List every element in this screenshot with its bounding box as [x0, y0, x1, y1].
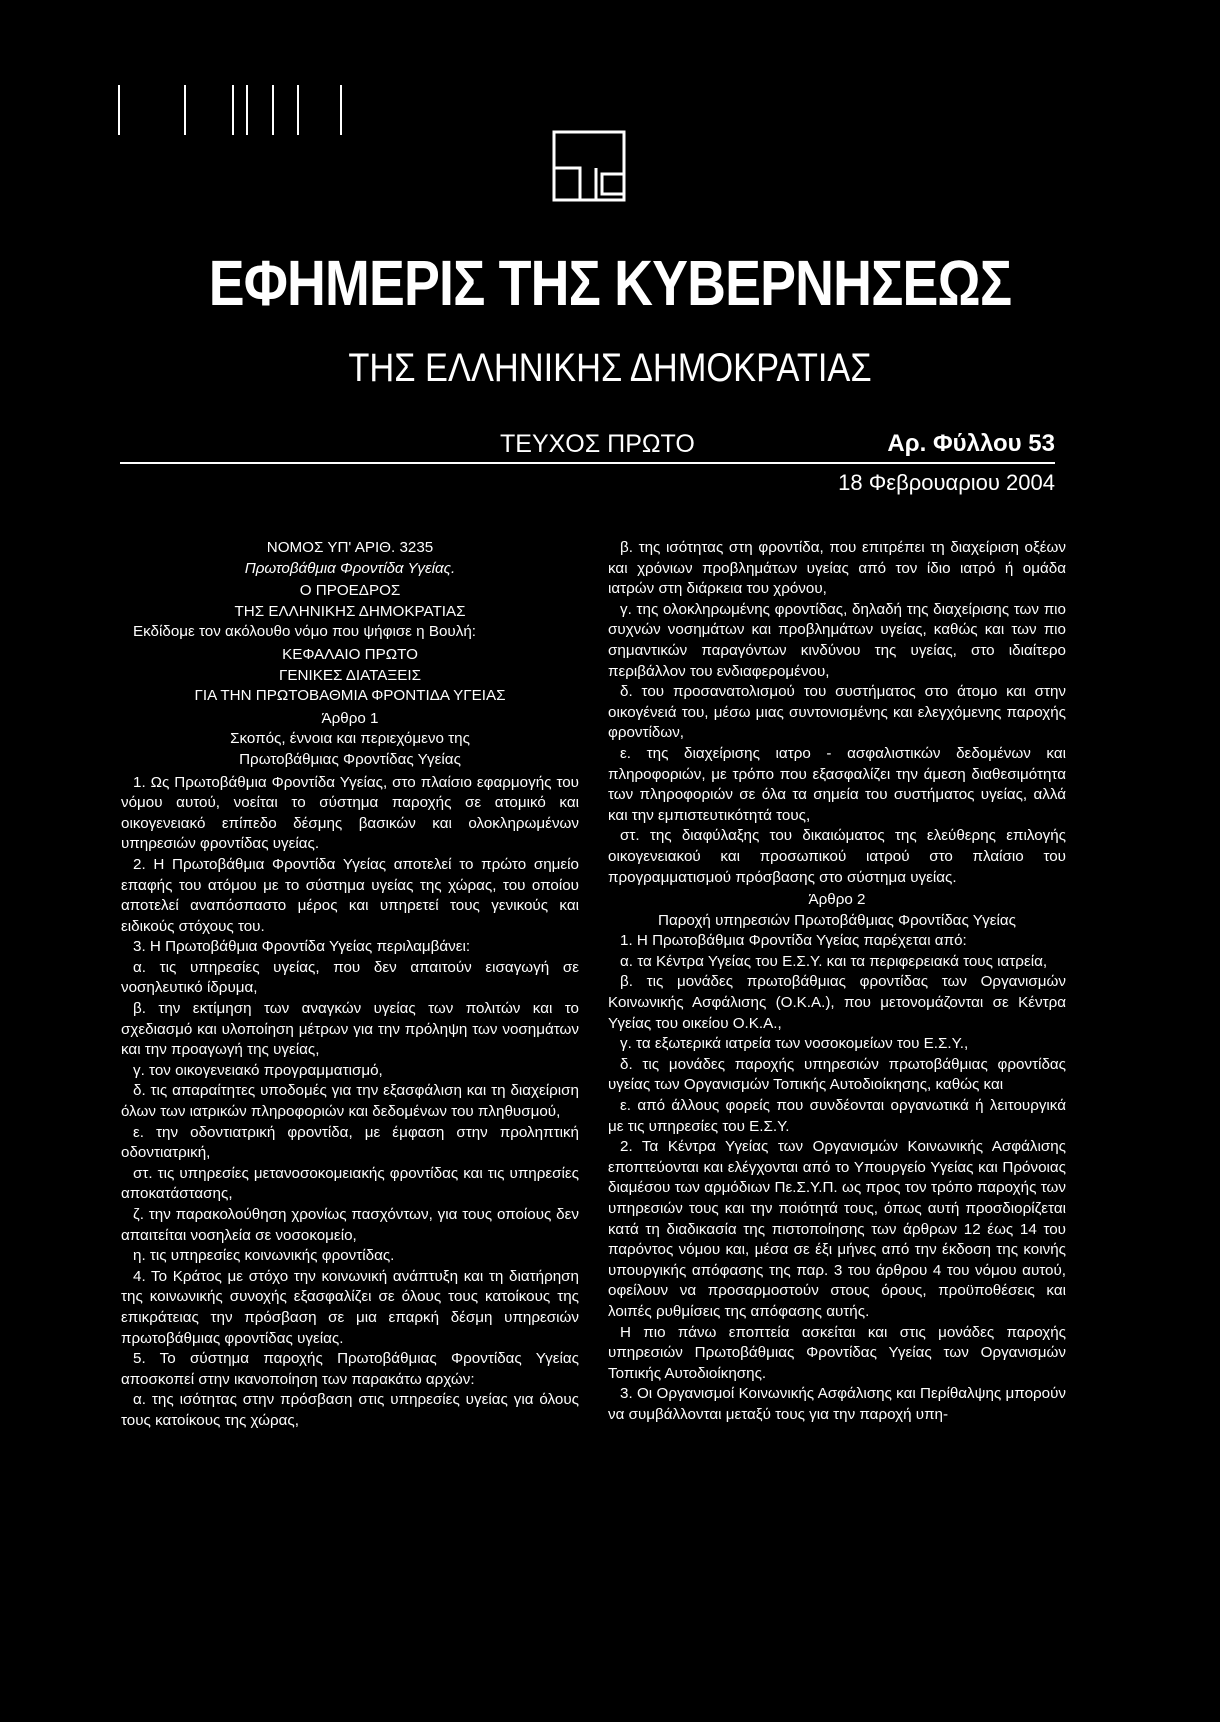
paragraph: δ. τις μονάδες παροχής υπηρεσιών πρωτοβάθμιας φροντίδας υγείας των Οργανισμών Τοπικής Αυτοδιοίκησης, καθώς και: [608, 1055, 1066, 1094]
president-heading-2: ΤΗΣ ΕΛΛΗΝΙΚΗΣ ΔΗΜΟΚΡΑΤΙΑΣ: [234, 602, 466, 620]
law-number: ΝΟΜΟΣ ΥΠ' ΑΡΙΘ. 3235: [266, 539, 434, 556]
paragraph: 3. Η Πρωτοβάθμια Φροντίδα Υγείας περιλαμβάνει:: [133, 938, 471, 956]
left-column: [121, 538, 579, 1432]
gazette-title: ΕΦΗΜΕΡΙΣ ΤΗΣ ΚΥΒΕΡΝΗΣΕΩΣ: [208, 247, 1012, 319]
article-1-subtitle-2: Πρωτοβάθμιας Φροντίδας Υγείας: [239, 750, 461, 768]
paragraph: β. τις μονάδες πρωτοβάθμιας φροντίδας των Οργανισμών Κοινωνικής Ασφάλισης (Ο.Κ.Α.), που μετονομάζονται σε Κέντρα Υγείας του οικείου Ο.Κ.Α.,: [608, 973, 1066, 1032]
paragraph: ε. της διαχείρισης ιατρο - ασφαλιστικών δεδομένων και πληροφοριών, με τρόπο που εξασφαλίζει την άμεση διαθεσιμότητα των πληροφοριών σε όλα τα σημεία του συστήματος υγείας, αλλά και την εμπιστευτικότητά τους,: [608, 744, 1066, 824]
article-2-subtitle: Παροχή υπηρεσιών Πρωτοβάθμιας Φροντίδας Υγείας: [658, 911, 1016, 929]
paragraph: 2. Τα Κέντρα Υγείας των Οργανισμών Κοινωνικής Ασφάλισης εποπτεύονται και ελέγχονται από το Υπουργείο Υγείας και Πρόνοιας διαμέσου των αρμόδιων Πε.Σ.Υ.Π. ως προς τον τρόπο παροχής των υπηρεσιών τους και την ποιότητά τους, όπως αυτή προσδιορίζεται κατά τη διαδικασία της πιστοποίησης των άρθρων 12 έως 14 του παρόντος νόμου και, μέσα σε έξι μήνες από την έκδοση της κοινής υπουργικής απόφασης της παρ. 3 του άρθρου 4 του νόμου αυτού, οφείλουν να προσαρμοστούν στους όρους, προϋποθέσεις και λοιπές ρυθμίσεις της απόφασης αυτής.: [608, 1138, 1066, 1320]
right-column: [608, 538, 1066, 1426]
paragraph: β. την εκτίμηση των αναγκών υγείας των πολιτών και το σχεδιασμό και υλοποίηση μέτρων για την πρόληψη των νοσημάτων και την προαγωγή της υγείας,: [121, 1000, 579, 1059]
paragraph: γ. τα εξωτερικά ιατρεία των νοσοκομείων του Ε.Σ.Υ.,: [620, 1035, 969, 1053]
promulgation-text: Εκδίδομε τον ακόλουθο νόμο που ψήφισε η Βουλή:: [133, 623, 476, 641]
barcode-line: [297, 85, 299, 135]
paragraph: γ. της ολοκληρωμένης φροντίδας, δηλαδή της διαχείρισης των πιο συχνών νοσημάτων και προβλημάτων υγείας, καθώς και των πιο σημαντικών παραγόντων κινδύνου της υγείας, στο ιδιαίτερο περιβάλλον του ενδιαφερομένου,: [608, 600, 1066, 680]
article-1-subtitle-1: Σκοπός, έννοια και περιεχόμενο της: [230, 730, 470, 748]
header-divider: [120, 462, 1055, 464]
general-provisions-heading-2: ΓΙΑ ΤΗΝ ΠΡΩΤΟΒΑΘΜΙΑ ΦΡΟΝΤΙΔΑ ΥΓΕΙΑΣ: [194, 687, 506, 705]
paragraph: 2. Η Πρωτοβάθμια Φροντίδα Υγείας αποτελεί το πρώτο σημείο επαφής του ατόμου με το σύστημα υγείας της χώρας, του οποίου αποτελεί αναπόσπαστο μέρος και υπηρετεί τους γενικούς και ειδικούς στόχους του.: [121, 855, 579, 935]
article-2-title: Άρθρο 2: [808, 891, 866, 909]
issue-row: [120, 430, 1055, 464]
barcode-line: [232, 85, 234, 135]
paragraph: δ. τις απαραίτητες υποδομές για την εξασφάλιση και τη διαχείριση όλων των ιατρικών πληροφοριών και δεδομένων του πληθυσμού,: [121, 1082, 579, 1121]
law-subject: Πρωτοβάθμια Φροντίδα Υγείας.: [244, 559, 456, 577]
paragraph: στ. τις υπηρεσίες μετανοσοκομειακής φροντίδας και τις υπηρεσίες αποκατάστασης,: [121, 1164, 579, 1203]
issue-label: ΤΕΥΧΟΣ ΠΡΩΤΟ: [500, 430, 695, 458]
chapter-heading: ΚΕΦΑΛΑΙΟ ΠΡΩΤΟ: [282, 645, 418, 663]
barcode-line: [118, 85, 120, 135]
barcode-line: [184, 85, 186, 135]
paragraph: 5. Το σύστημα παροχής Πρωτοβάθμιας Φροντίδας Υγείας αποσκοπεί στην ικανοποίηση των παρακάτω αρχών:: [121, 1350, 579, 1388]
paragraph: ζ. την παρακολούθηση χρονίως πασχόντων, για τους οποίους δεν απαιτείται νοσηλεία σε νοσοκομείο,: [121, 1206, 579, 1244]
paragraph: στ. της διαφύλαξης του δικαιώματος της ελεύθερης επιλογής οικογενειακού και προσωπικού ιατρού στο πλαίσιο του προγραμματισμού πρόσβασης στο σύστημα υγείας.: [608, 827, 1066, 886]
paragraph: δ. του προσανατολισμού του συστήματος στο άτομο και στην οικογένειά του, μέσω μιας συντονισμένης και ελεγχόμενης παροχής φροντίδων,: [608, 683, 1066, 742]
issue-date: 18 Φεβρουαριου 2004: [838, 470, 1055, 495]
paragraph: α. της ισότητας στην πρόσβαση στις υπηρεσίες υγείας για όλους τους κατοίκους της χώρας,: [121, 1391, 579, 1429]
barcode-line: [340, 85, 342, 135]
paragraph: ε. την οδοντιατρική φροντίδα, με έμφαση στην προληπτική οδοντιατρική,: [121, 1123, 579, 1162]
paragraph: α. τις υπηρεσίες υγείας, που δεν απαιτούν εισαγωγή σε νοσηλευτικό ίδρυμα,: [121, 958, 579, 997]
gazette-subtitle: ΤΗΣ ΕΛΛΗΝΙΚΗΣ ΔΗΜΟΚΡΑΤΙΑΣ: [348, 346, 872, 390]
national-printing-office-logo-icon: [552, 130, 626, 202]
paragraph: γ. τον οικογενειακό προγραμματισμό,: [133, 1061, 383, 1079]
paragraph: Η πιο πάνω εποπτεία ασκείται και στις μονάδες παροχής υπηρεσιών Πρωτοβάθμιας Φροντίδας Υγείας των Οργανισμών Τοπικής Αυτοδιοίκησης.: [608, 1323, 1066, 1382]
general-provisions-heading-1: ΓΕΝΙΚΕΣ ΔΙΑΤΑΞΕΙΣ: [279, 666, 421, 684]
paragraph: β. της ισότητας στη φροντίδα, που επιτρέπει τη διαχείριση οξέων και χρόνιων προβλημάτων υγείας από τον ίδιο ιατρό ή ομάδα ιατρών στη διάρκεια του χρόνου,: [608, 539, 1066, 598]
paragraph: ε. από άλλους φορείς που συνδέονται οργανωτικά ή λειτουργικά με τις υπηρεσίες του Ε.Σ.Υ.: [608, 1097, 1066, 1135]
paragraph: η. τις υπηρεσίες κοινωνικής φροντίδας.: [133, 1247, 395, 1265]
paragraph: 3. Οι Οργανισμοί Κοινωνικής Ασφάλισης και Περίθαλψης μπορούν να συμβάλλονται μεταξύ τους για την παροχή υπη-: [608, 1385, 1066, 1423]
president-heading-1: Ο ΠΡΟΕΔΡΟΣ: [299, 582, 401, 600]
article-1-title: Άρθρο 1: [321, 709, 379, 727]
paragraph: 4. Το Κράτος με στόχο την κοινωνική ανάπτυξη και τη διατήρηση της κοινωνικής συνοχής εξασφαλίζει σε όλους τους κατοίκους της επικράτειας την πρόσβαση σε μια επαρκή δέσμη υπηρεσιών πρωτοβάθμιας φροντίδας υγείας.: [121, 1267, 579, 1347]
barcode-line: [272, 85, 274, 135]
barcode-line: [246, 85, 248, 135]
paragraph: 1. Ως Πρωτοβάθμια Φροντίδα Υγείας, στο πλαίσιο εφαρμογής του νόμου αυτού, νοείται το σύστημα παροχής σε ατομικό και οικογενειακό επίπεδο δέσμης βασικών και ολοκληρωμένων υπηρεσιών φροντίδας υγείας.: [121, 773, 579, 853]
sheet-number: Αρ. Φύλλου 53: [887, 430, 1055, 457]
paragraph: 1. Η Πρωτοβάθμια Φροντίδα Υγείας παρέχεται από:: [620, 932, 967, 950]
paragraph: α. τα Κέντρα Υγείας του Ε.Σ.Υ. και τα περιφερειακά τους ιατρεία,: [620, 952, 1048, 970]
